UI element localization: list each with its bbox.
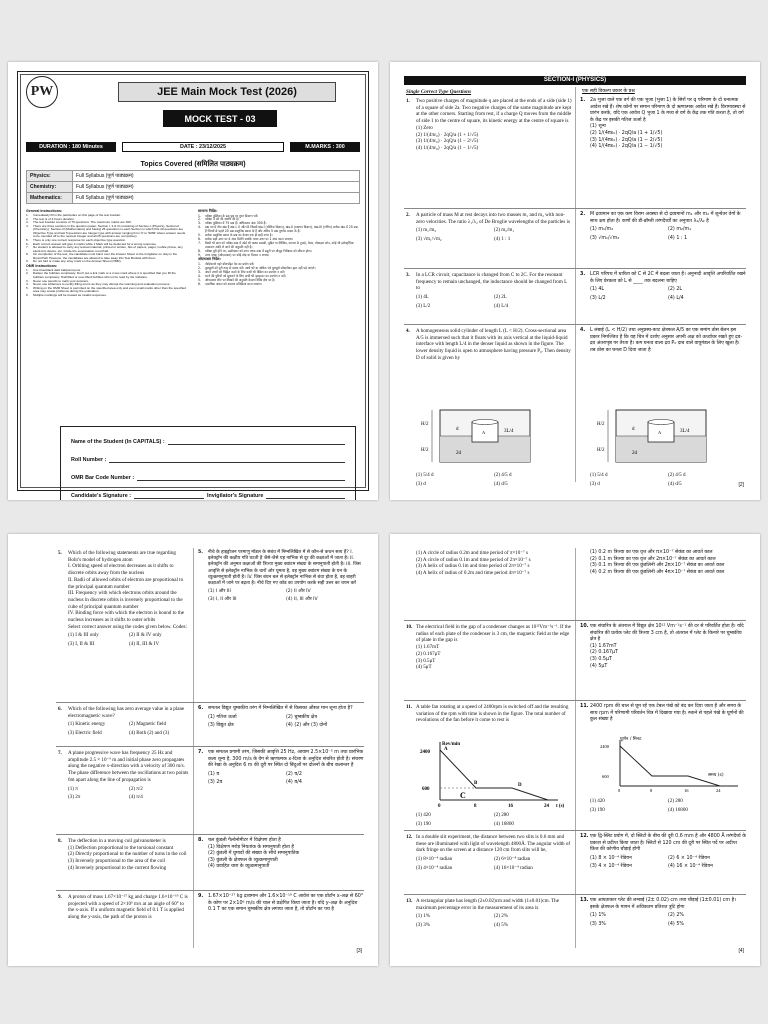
omr-code-label: OMR Bar Code Number : xyxy=(71,474,135,481)
candidate-signature-field[interactable] xyxy=(134,493,204,499)
graph-x-0: 0 xyxy=(618,788,621,793)
question-11-options-en: (1) 420 (2) 280 (3) 190 (4) 16800 xyxy=(416,812,514,827)
instruction-item-hi: 3. परीक्षा पुस्तिका में 75 प्रश्न हैं। अधिकतम अंक 300 हैं। xyxy=(198,221,267,226)
graph-y-600: 600 xyxy=(422,787,430,792)
omr-code-field[interactable] xyxy=(137,475,345,481)
graph-point-c: C xyxy=(460,791,466,800)
question-9-options-en: (1) A circle of radius 0.2m and time period of π×10⁻⁷ s (2) A circle of radius 0.1m and time period of 2π×10⁻⁷ s (3) A helix of radius 0.1m and time period of 2π×10⁻⁷ s (4) A helix of radius of 0.2m and time period 4π×10⁻⁷ s xyxy=(416,550,531,577)
option: II. Radii of allowed orbits of electron are proportional to the principal quantum number xyxy=(68,576,184,590)
instruction-item: 6. Each correct answer will give 4 marks while 1 Mark will be deducted for a wrong response. xyxy=(26,241,157,246)
subjects-table xyxy=(26,170,360,204)
question-13-hi: 13. एक आयताकार प्लेट की लम्बाई (2± 0.02) cm तथा चौड़ाई (1±0.01) cm है। इसके क्षेत्रफल के मापन में अधिकतम प्रतिशत त्रुटि होगा (1) 1% (2) 2% (3) 3% (4) 5% xyxy=(580,898,736,927)
instruction-item-hi: 2. परीक्षा 3 घंटे की अवधि की है। xyxy=(198,217,240,222)
fig-label-3l4: 3L/4 xyxy=(504,429,514,434)
option: III. Frequency with which electrons orbits around the nucleus in discrete orbits is inversely proportional to the cube of principal quantum number xyxy=(68,590,183,610)
instruction-item-hi: 1. परीक्षा पुस्तिका के इस पृष्ठ पर तुरंत विवरण भरें। xyxy=(198,213,259,218)
instruction-item: 4. There are three sections in the question paper, Section I, II & III consisting of Section-I (Physics), Section-II (Chemistry), Section-III (Mathematics) and having 25 questions in each Section in which first 20 questions are Objective Type and last 5 questions are Integer type with answer ranging from '0' to '9999' where answer needs to be rounded off to the nearest integer and all 25 questions are compulsory. xyxy=(26,223,186,239)
instruction-item: 2. The test is of 3 hours duration. xyxy=(26,216,75,221)
omr-instruction-item-hi: 1. नीले/काले गहरे बॉलपॉइंट पेन का प्रयोग करें। xyxy=(198,261,255,266)
rpm-time-graph xyxy=(416,738,566,808)
graph-x-0: 0 xyxy=(438,804,441,808)
instruction-item: 5. There is only one correct response for each objective type question. xyxy=(26,237,126,242)
question-9-options-hi: (1) 0.2 m त्रिज्या का एक वृत्त और π×10⁻⁷ सेकंड का आवर्त काल (2) 0.1 m त्रिज्या का एक वृत्त और 2π×10⁻⁷ सेकंड का आवर्त काल (3) 0.1 m त्रिज्या की एक कुंडलिनी और 2π×10⁻⁷ सेकंड का आवर्त काल (4) 0.2 m त्रिज्या की एक कुंडलिनी और 4π×10⁻⁷ सेकंड का आवर्त काल xyxy=(590,550,725,575)
section-heading: SECTION-I (PHYSICS) xyxy=(404,76,746,85)
roll-number-label: Roll Number : xyxy=(71,456,107,463)
instruction-item: 3. The test booklet consists of 75 questions. The maximum marks are 300. xyxy=(26,220,132,225)
fig-label-3l4: 3L/4 xyxy=(680,429,690,434)
graph-xlabel-hi: समय (s) xyxy=(708,773,724,778)
floating-cylinder-figure-hi xyxy=(596,404,716,468)
instruction-item: 9. Do not fold or make any stray mark on the Answer Sheet (OMR). xyxy=(26,259,122,264)
question-9-hi: 9. 1.67×10⁻²⁷ kg द्रव्यमान और 1.6×10⁻¹⁹ C आवेश का एक प्रोटॉन x-अक्ष से 60° के कोण पर 2×10⁶ m/s की चाल से प्रक्षेपित किया जाता है। यदि y-अक्ष के अनुदिश 0.1 T का एक समान चुम्बकीय क्षेत्र लगाया जाता है, तो प्रोटॉन का पथ है xyxy=(198,894,364,913)
fig-label-h2-top: H/2 xyxy=(597,422,605,427)
date-label: DATE : 23/12/2025 xyxy=(122,142,284,152)
instruction-item-hi: 4. प्रश्न पत्र में तीन खंड हैं खंड I, II और III जिसमें खंड-I (भौतिक विज्ञान), खंड-II (रसायन विज्ञान), खंड-III (गणित) प्रत्येक खंड में 25 प्रश्न हैं जिनमें से पहले 20 प्रश्न वस्तुनिष्ठ प्रकार के हैं और अंतिम 5 प्रश्न पूर्णांक प्रकार के हैं। xyxy=(198,225,358,234)
pw-logo: PW xyxy=(26,76,58,108)
question-8-en: 8. The deflection in a moving coil galvanometer is (1) Deflection proportional to the torsional constant (2) Directly proportional to the number of turns in the coil (3) Inversely proportional to the area of the coil (4) Inversely proportional to the current flowing xyxy=(58,838,187,871)
graph-y-600: 600 xyxy=(602,774,609,779)
graph-x-24: 24 xyxy=(544,804,549,808)
graph-ylabel-hi: घूर्णन / मिनट xyxy=(620,737,642,742)
instruction-item-hi: 6. प्रत्येक सही उत्तर पर 4 अंक मिलेंगे जबकि गलत उत्तर पर 1 अंक काटा जाएगा। xyxy=(198,236,294,241)
question-12-hi: 12. एक द्वि-स्लिट प्रयोग में, दो स्लिटों के बीच की दूरी 0.6 mm है और 4800 Å तरंगदैर्ध्य के प्रकाश से प्रदीप्त किया जाता है। स्लिटों से 120 cm की दूरी पर स्थित पर्दे पर अदीप्त फ्रिंज की कोणीय चौड़ाई होगी (1) 8 × 10⁻⁴ रेडियन (2) 6 × 10⁻⁴ रेडियन (3) 4 × 10⁻⁴ रेडियन (4) 16 × 10⁻⁴ रेडियन xyxy=(580,834,746,870)
question-7-en: 7. A plane progressive wave has frequency 25 Hz and amplitude 2.5 × 10⁻⁵ m and initial phase zero propagates along the negative x-direction with a velocity of 300 m/s. The phase difference between the oscillations at two points 6m apart along the line of propagation is (1) π (2) π/2 (3) 2π (4) π/4 xyxy=(58,750,189,801)
test-title: JEE Main Mock Test (2026) xyxy=(118,82,336,102)
topics-heading: Topics Covered (समिलित पाठ्यक्रम) xyxy=(140,161,246,168)
instruction-item-hi: 7. किसी भी छात्र को परीक्षा कक्ष में कोई भी पाठ्य सामग्री, मुद्रित या लिखित, कागज के टुकड़े, पेजर, मोबाइल फोन, कोई भी इलेक्ट्रॉनिक उपकरण आदि ले जाने की अनुमति नहीं है। xyxy=(198,240,354,249)
omr-instruction-item-hi: 6. एकाधिक अंकन को अमान्य प्रतिक्रिया माना जाएगा। xyxy=(198,281,263,286)
question-1-en: 1. Two positive charges of magnitude q are placed at the ends of a side (side 1) of a square of side 2a. Two negative charges of the same magnitude are kept at the other corners. Starting from rest, if a charge Q moves from the middle of side 1 to the centre of square, its kinetic energy at the centre of square is (1) Zero (2) 1/(4πε₀) · 2qQ/a (1 + 1/√5) (3) 1/(4πε₀) · 2qQ/a (1 − 2/√5) (4) 1/(4πε₀) · 2qQ/a (1 − 1/√5) xyxy=(406,98,572,151)
question-10-hi: 10. एक संधारित्र के अंतराल में विद्युत क्षेत्र 10¹² Vm⁻¹s⁻¹ की दर से परिवर्तित होता है। यदि संधारित्र की प्रत्येक प्लेट की त्रिज्या 3 cm है, तो अंतराल में प्लेट के किनारे पर चुम्बकीय क्षेत्र है (1) 1.67mT (2) 0.167μT (3) 0.5μT (4) 5μT xyxy=(580,624,744,669)
graph-x-16: 16 xyxy=(508,804,513,808)
graph-xlabel: t (s) xyxy=(556,804,565,808)
fig-label-2d: 2d xyxy=(456,451,461,456)
candidate-signature-label: Candidate's Signature : xyxy=(71,492,131,499)
option: (1) Zero xyxy=(416,124,433,131)
student-details-box xyxy=(60,426,356,500)
subject-syllabus: Full Syllabus (पूर्ण पाठ्यक्रम) xyxy=(73,171,360,182)
fig-label-h2-top: H/2 xyxy=(421,422,429,427)
student-name-label: Name of the Student (In CAPITALS) : xyxy=(71,438,165,445)
option: IV. Binding force with which the electron is bound to the nucleus increases as it shifts to outer orbits xyxy=(68,610,185,624)
question-6-en: 6. Which of the following has zero average value in a plane electromagnetic wave? (1) Kinetic energy (2) Magnetic field (3) Electric field (4) Both (2) and (3) xyxy=(58,706,185,737)
question-1-hi: 1. 2a भुजा वाले एक वर्ग की एक भुजा (भुजा 1) के सिरों पर q परिमाण के दो धनात्मक आवेश रखे हैं। शेष कोनों पर समान परिमाण के दो ऋणात्मक आवेश रखे हैं। विरामावस्था से प्रारंभ करके, यदि एक आवेश Q भुजा 1 के मध्य से वर्ग के केंद्र तक गति करता है, तो वर्ग के केंद्र पर इसकी गतिज ऊर्जा है (1) शून्य (2) 1/(4πε₀) · 2qQ/a (1 + 1/√5) (3) 1/(4πε₀) · 2qQ/a (1 − 2/√5) (4) 1/(4πε₀) · 2qQ/a (1 − 1/√5) xyxy=(580,98,746,150)
instruction-item: 1. Immediately fill in the particulars on this page of the test booklet. xyxy=(26,213,121,218)
omr-instruction-item-hi: 3. अपने उत्तरों को चिह्नित करने के लिए कभी भी पेंसिल का उपयोग न करें। xyxy=(198,269,285,274)
fig-label-d: d xyxy=(456,427,459,432)
instruction-item: 8. On completion of the test, the candidate must hand over the Answer Sheet to the Invigilator on duty in the Room/Hall. However, the candidates are allowed to take away this Test Booklet with them. xyxy=(26,252,178,260)
mock-test-label: MOCK TEST - 03 xyxy=(163,110,277,127)
question-12-en: 12. In a double slit experiment, the distance between two slits is 0.6 mm and these are illuminated with light of wavelength 4800Å. The angular width of dark fringe on the screen at a distance 120 cm from slits will be, (1) 8×10⁻⁴ radian (2) 6×10⁻⁴ radian (3) 4×10⁻⁴ radian (4) 16×10⁻⁴ radian xyxy=(406,834,571,871)
graph-point-d: D xyxy=(518,783,522,788)
student-name-field[interactable] xyxy=(168,439,345,445)
question-2-hi: 2. M द्रव्यमान का एक कण विराम अवस्था से दो द्रव्यमानों m₁ और m₂ में शून्येतर वेगों के साथ क्षय होता है। कणों की डी-ब्रॉग्ली तरंगदैर्ध्यों का अनुपात λ₁/λ₂ है (1) m₁/m₂ (2) m₂/m₁ (3) √m₁/√m₂ (4) 1 : 1 xyxy=(580,212,741,241)
question-3-en: 3. In a LCR circuit, capacitance is changed from C to 2C. For the resonant frequency to remain unchanged, the inductance should be changed from L to (1) 4L (2) 2L (3) L/2 (4) L/4 xyxy=(406,272,568,309)
subheading-hi: एक सही विकल्प प्रकार के प्रश्न xyxy=(582,89,635,94)
duration-label: DURATION : 180 Minutes xyxy=(26,142,116,152)
subject-syllabus: Full Syllabus (पूर्ण पाठ्यक्रम) xyxy=(73,182,360,193)
option: (2) 1/(4πε₀) · 2qQ/a (1 + 1/√5) xyxy=(590,130,663,136)
subject-name: Mathematics: xyxy=(27,193,73,204)
question-2-en: 2. A particle of mass M at rest decays into two masses m₁ and m₂ with non-zero velocities. The ratio λ₁/λ₂ of De Broglie wavelengths of the particles is (1) m₁/m₂ (2) m₂/m₁ (3) √m₁/√m₂ (4) 1 : 1 xyxy=(406,212,570,243)
graph-x-24: 24 xyxy=(716,788,721,793)
fig-label-a: A xyxy=(482,430,486,435)
question-page-3 xyxy=(8,534,378,966)
question-11-en: 11. A table fan rotating at a speed of 2400rpm is switched off and the resulting variation of the rpm with time is shown in the figure. The total number of revolutions of the fan before it come to rest is xyxy=(406,704,569,724)
fig-label-d: d xyxy=(632,427,635,432)
graph-x-8: 8 xyxy=(474,804,477,808)
omr-instruction-item: 4. Never use whiteners to rectify filling errors as they may disrupt the scanning and evaluation process. xyxy=(26,282,171,287)
general-instructions-en: General Instructions: 1. Immediately fill in the particulars on this page of the test booklet. 2. The test is of 3 hours duration. 3. The test booklet consists of 75 questions. The maximum marks are 300. 4. There are three sections in the question paper, Section I, II & III consisting of Section-I (Physics), Section-II (Chemistry), Section-III (Mathematics) and having 25 questions in each Section in which first 20 questions are Objective Type and last 5 questions are Integer type with answer ranging from '0' to '9999' where answer needs to be rounded off to the nearest integer and all 25 questions are compulsory. 5. There is only one correct response for each objective type question. 6. Each correct answer will give 4 marks while 1 Mark will be deducted for a wrong response. 7. No student is allowed to carry any textual material, printed or written, bits of papers, pager, mobile phone, any electronic device, etc. inside the examination room/hall. 8. On completion of the test, the candidate must hand over the Answer Sheet to the Invigilator on duty in the Room/Hall. However, the candidates are allowed to take away this Test Booklet with them. 9. Do not fold or make any stray mark on the Answer Sheet (OMR). OMR Instructions: 1. Use blue/black dark ballpoint pens. 2. Darken the bubbles completely. Don't put a tick mark or a cross mark where it is specified that you fill the bubbles completely. Half-filled or over-filled bubbles will not be read by the software. 3. Never use pencils to mark your answers. 4. Never use whiteners to rectify filling errors as they may disrupt the scanning and evaluation process. 5. Writing on the OMR Sheet is permitted on the specified area only and even small marks other than the specified area may create problems during the evaluation. 6. Multiple markings will be treated as invalid responses. xyxy=(26,209,186,297)
question-8-hi: 8. चल कुंडली गैल्वेनोमीटर में विक्षेपण होता है (1) विक्षेपण मरोड़ नियतांक के समानुपाती होता है (2) कुंडली में घुमावों की संख्या के सीधे समानुपातिक (3) कुंडली के क्षेत्रफल के व्युत्क्रमानुपाती (4) प्रवाहित धारा के व्युत्क्रमानुपाती xyxy=(198,838,300,870)
fig-label-2d: 2d xyxy=(632,451,637,456)
question-4-en: 4. A homogeneous solid cylinder of length L (L < H/2). Cross-sectional area A/5 is immersed such that it floats with its axis vertical at the liquid-liquid interface with length L/4 in the denser liquid as shown in the figure. The lower density liquid is open to atmosphere having pressure P₀. Then density D of solid is given by xyxy=(406,328,571,361)
graph-x-16: 16 xyxy=(684,788,689,793)
omr-instruction-item: 5. Writing on the OMR Sheet is permitted on the specified area only and even small marks other than the specified area may create problems during the evaluation. xyxy=(26,285,186,294)
question-page-2 xyxy=(390,62,760,500)
page-number: [4] xyxy=(738,948,744,954)
cover-page xyxy=(8,62,378,500)
subject-name: Chemistry: xyxy=(27,182,73,193)
omr-instruction-item: 1. Use blue/black dark ballpoint pens. xyxy=(26,267,81,272)
floating-cylinder-figure xyxy=(420,404,540,468)
question-4-options-en: (1) 5/4 d (2) 4/5 d (3) d (4) d/5 xyxy=(416,472,512,487)
omr-instruction-item: 3. Never use pencils to mark your answers. xyxy=(26,278,89,283)
option: (2) 1/(4πε₀) · 2qQ/a (1 + 1/√5) xyxy=(416,131,479,138)
question-6-hi: 6. समतल विद्युत चुम्बकीय तरंग में निम्नलिखित में से किसका औसत मान शून्य होता है? (1) गतिज ऊर्जा (2) चुम्बकीय क्षेत्र (3) विद्युत क्षेत्र (4) (2) और (3) दोनों xyxy=(198,706,353,729)
question-9-en: 9. A proton of mass 1.67×10⁻²⁷ kg and charge 1.6×10⁻¹⁹ C is projected with a speed of 2×10⁶ m/s at an angle of 60° to the x-axis. If a uniform magnetic field of 0.1 T is applied along the y-axis, the path of the proton is xyxy=(58,894,188,921)
graph-ylabel: Rev/min xyxy=(442,742,461,747)
omr-instruction-item-hi: 5. ओएमआर शीट पर लिखने की अनुमति केवल निर्दिष्ट क्षेत्र पर है। xyxy=(198,277,276,282)
option: (3) 1/(4πε₀) · 2qQ/a (1 − 2/√5) xyxy=(416,138,479,145)
fig-label-a: A xyxy=(658,430,662,435)
omr-instruction-item: 2. Darken the bubbles completely. Don't put a tick mark or a cross mark where it is specified that you fill the bubbles completely. Half-filled or over-filled bubbles will not be read by the software. xyxy=(26,271,176,280)
graph-y-2400: 2400 xyxy=(600,744,609,749)
invigilator-signature-label: Invigilator's Signature xyxy=(207,492,264,499)
option: I. Orbiting speed of electron decreases as it shifts to discrete orbits away from the nucleus xyxy=(68,563,174,577)
question-11-options-hi: (1) 420 (2) 280 (3) 190 (4) 16800 xyxy=(590,798,688,813)
question-page-4 xyxy=(390,534,760,966)
instruction-item: 7. No student is allowed to carry any textual material, printed or written, bits of papers, pager, mobile phone, any electronic device, etc. inside the examination room/hall. xyxy=(26,245,183,253)
subject-syllabus: Full Syllabus (पूर्ण पाठ्यक्रम) xyxy=(73,193,360,204)
subheading-en: Single Correct Type Questions xyxy=(406,89,472,95)
max-marks-label: M.MARKS : 300 xyxy=(290,142,360,152)
fig-label-h2-bottom: H/2 xyxy=(421,448,429,453)
general-instructions-hi: सामान्य निर्देश: 1. परीक्षा पुस्तिका के इस पृष्ठ पर तुरंत विवरण भरें। 2. परीक्षा 3 घंटे की अवधि की है। 3. परीक्षा पुस्तिका में 75 प्रश्न हैं। अधिकतम अंक 300 हैं। 4. प्रश्न पत्र में तीन खंड हैं खंड I, II और III जिसमें खंड-I (भौतिक विज्ञान), खंड-II (रसायन विज्ञान), खंड-III (गणित) प्रत्येक खंड में 25 प्रश्न हैं जिनमें से पहले 20 प्रश्न वस्तुनिष्ठ प्रकार के हैं और अंतिम 5 प्रश्न पूर्णांक प्रकार के हैं। 5. प्रत्येक वस्तुनिष्ठ प्रकार के प्रश्न का केवल एक ही सही उत्तर है। 6. प्रत्येक सही उत्तर पर 4 अंक मिलेंगे जबकि गलत उत्तर पर 1 अंक काटा जाएगा। 7. किसी भी छात्र को परीक्षा कक्ष में कोई भी पाठ्य सामग्री, मुद्रित या लिखित, कागज के टुकड़े, पेजर, मोबाइल फोन, कोई भी इलेक्ट्रॉनिक उपकरण आदि ले जाने की अनुमति नहीं है। 8. परीक्षा पूरी होने पर, उम्मीदवार को उत्तर पत्रक कक्ष में ड्यूटी पर मौजूद निरीक्षक को सौंपना होगा। 9. उत्तर पत्रक (ओएमआर) पर कोई मोड़ या निशान न लगाएं। ओएमआर निर्देश: 1. नीले/काले गहरे बॉलपॉइंट पेन का प्रयोग करें। 2. बुलबुलों को पूरी तरह से काला करें। आधे भरे या अधिक भरे बुलबुले सॉफ्टवेयर द्वारा नहीं पढ़े जाएंगे। 3. अपने उत्तरों को चिह्नित करने के लिए कभी भी पेंसिल का उपयोग न करें। 4. भरने की त्रुटियों को सुधारने के लिए कभी भी व्हाइटनर का उपयोग न करें। 5. ओएमआर शीट पर लिखने की अनुमति केवल निर्दिष्ट क्षेत्र पर है। 6. एकाधिक अंकन को अमान्य प्रतिक्रिया माना जाएगा। xyxy=(198,209,358,286)
omr-instruction-item-hi: 2. बुलबुलों को पूरी तरह से काला करें। आधे भरे या अधिक भरे बुलबुले सॉफ्टवेयर द्वारा नहीं पढ़े जाएंगे। xyxy=(198,265,316,270)
graph-x-8: 8 xyxy=(650,788,653,793)
instruction-item-hi: 9. उत्तर पत्रक (ओएमआर) पर कोई मोड़ या निशान न लगाएं। xyxy=(198,252,270,257)
question-5-hi: 5. नीचे के हाइड्रोजन परमाणु मॉडल के संबंध में निम्नलिखित में से कौन-से कथन सत्य हैं? I. इलेक्ट्रॉन की कक्षीय गति घटती है जैसे-जैसे यह नाभिक से दूर की कक्षाओं में जाता है। II. इलेक्ट्रॉन की अनुमत कक्षाओं की त्रिज्या मुख्य क्वांटम संख्या के समानुपाती होती है। III. जिस आवृत्ति से इलेक्ट्रॉन नाभिक के चारों ओर घूमता है, वह मुख्य क्वांटम संख्या के घन के व्युत्क्रमानुपाती होती है। IV. जिस बंधन बल से इलेक्ट्रॉन नाभिक से बंधा होता है, वह बाहरी कक्षाओं में जाने पर बढ़ता है। नीचे दिए गए कोड का उपयोग करके सही उत्तर का चयन करें (1) I और III (2) II और IV (3) I, II और III (4) II, III और IV xyxy=(198,550,361,603)
option: (3) 1/(4πε₀) · 2qQ/a (1 − 2/√5) xyxy=(590,137,663,143)
instruction-item-hi: 5. प्रत्येक वस्तुनिष्ठ प्रकार के प्रश्न का केवल एक ही सही उत्तर है। xyxy=(198,233,273,238)
subject-name: Physics: xyxy=(27,171,73,182)
omr-instruction-item: 6. Multiple markings will be treated as invalid responses. xyxy=(26,292,107,297)
graph-point-a: A xyxy=(444,747,448,752)
page-number: [3] xyxy=(356,948,362,954)
option: (4) 1/(4πε₀) · 2qQ/a (1 − 1/√5) xyxy=(416,144,479,151)
fig-label-h2-bottom: H/2 xyxy=(597,448,605,453)
rpm-time-graph-hi xyxy=(596,734,746,794)
instruction-item-hi: 8. परीक्षा पूरी होने पर, उम्मीदवार को उत्तर पत्रक कक्ष में ड्यूटी पर मौजूद निरीक्षक को सौंपना होगा। xyxy=(198,248,312,253)
graph-point-b: B xyxy=(474,781,478,786)
question-7-hi: 7. एक समतल प्रगामी तरंग, जिसकी आवृत्ति 25 Hz, आयाम 2.5×10⁻⁵ m तथा प्रारंभिक कला शून्य है, 300 m/s के वेग से ऋणात्मक x-दिशा के अनुदिश संचरित होती है। संचरण की रेखा के अनुदिश 6 m की दूरी पर स्थित दो बिंदुओं पर दोलनों के बीच कलान्तर है (1) π (2) π/2 (3) 2π (4) π/4 xyxy=(198,750,364,786)
invigilator-signature-field[interactable] xyxy=(266,493,345,499)
question-4-hi: 4. L लंबाई (L < H/2) तथा अनुप्रस्थ-काट क्षेत्रफल A/5 का एक समांग ठोस बेलन इस प्रकार निमज्जित है कि यह चित्र में दर्शाए अनुसार अपनी अक्ष को ऊर्ध्वाधर रखते हुए द्रव-द्रव अंतरापृष्ठ पर तैरता है। कम घनत्व वाला द्रव P₀ दाब वाले वायुमंडल के लिए खुला है। तब ठोस का घनत्व D दिया जाता है xyxy=(580,328,743,353)
graph-y-2400: 2400 xyxy=(420,750,430,755)
option: (4) 1/(4πε₀) · 2qQ/a (1 − 1/√5) xyxy=(590,144,663,150)
page-number: [2] xyxy=(738,482,744,488)
question-10-en: 10. The electrical field in the gap of a condenser changes as 10¹²Vm⁻¹s⁻¹. If the radius of each plate of the condenser is 3 cm, the magnetic field at the edge of plate in the gap is (1) 1.67mT (2) 0.167μT (3) 0.5μT (4) 5μT xyxy=(406,624,571,671)
question-5-en: 5. Which of the following statements are true regarding Bohr's model of hydrogen atom I. Orbiting speed of electron decreases as it shifts to discrete orbits away from the nucleus II. Radii of allowed orbits of electron are proportional to the principal quantum number III. Frequency with which electrons orbits around the nucleus in discrete orbits is inversely proportional to the cube of principal quantum number IV. Binding force with which the electron is bound to the nucleus increases as it shifts to outer orbits Select correct answer using the codes given below. Codes: (1) I & III only (2) II & IV only (3) I, II & III (4) II, III & IV xyxy=(58,550,190,648)
question-4-options-hi: (1) 5/4 d (2) 4/5 d (3) d (4) d/5 xyxy=(590,472,686,487)
question-3-hi: 3. LCR परिपथ में धारिता को C से 2C में बदला जाता है। अनुनादी आवृत्ति अपरिवर्तित रखने के लिए प्रेरकत्व को L से ____ तक बदलना चाहिए (1) 4L (2) 2L (3) L/2 (4) L/4 xyxy=(580,272,746,301)
roll-number-field[interactable] xyxy=(109,457,345,463)
omr-instruction-item-hi: 4. भरने की त्रुटियों को सुधारने के लिए कभी भी व्हाइटनर का उपयोग न करें। xyxy=(198,273,286,278)
option: (1) शून्य xyxy=(590,124,606,130)
question-11-hi: 11. 2400 rpm की चाल से घूम रहे एक टेबल पंखे को बंद कर दिया जाता है और समय के साथ rpm में परिणामी परिवर्तन चित्र में दिखाया गया है। रुकने से पहले पंखे के घूर्णनों की कुल संख्या है xyxy=(580,704,744,723)
question-13-en: 13. A rectangular plate has length (2±0.02)cm and width (1±0.01)cm. The maximum percentage error in the measurement of its area is (1) 1% (2) 2% (3) 3% (4) 5% xyxy=(406,898,559,929)
